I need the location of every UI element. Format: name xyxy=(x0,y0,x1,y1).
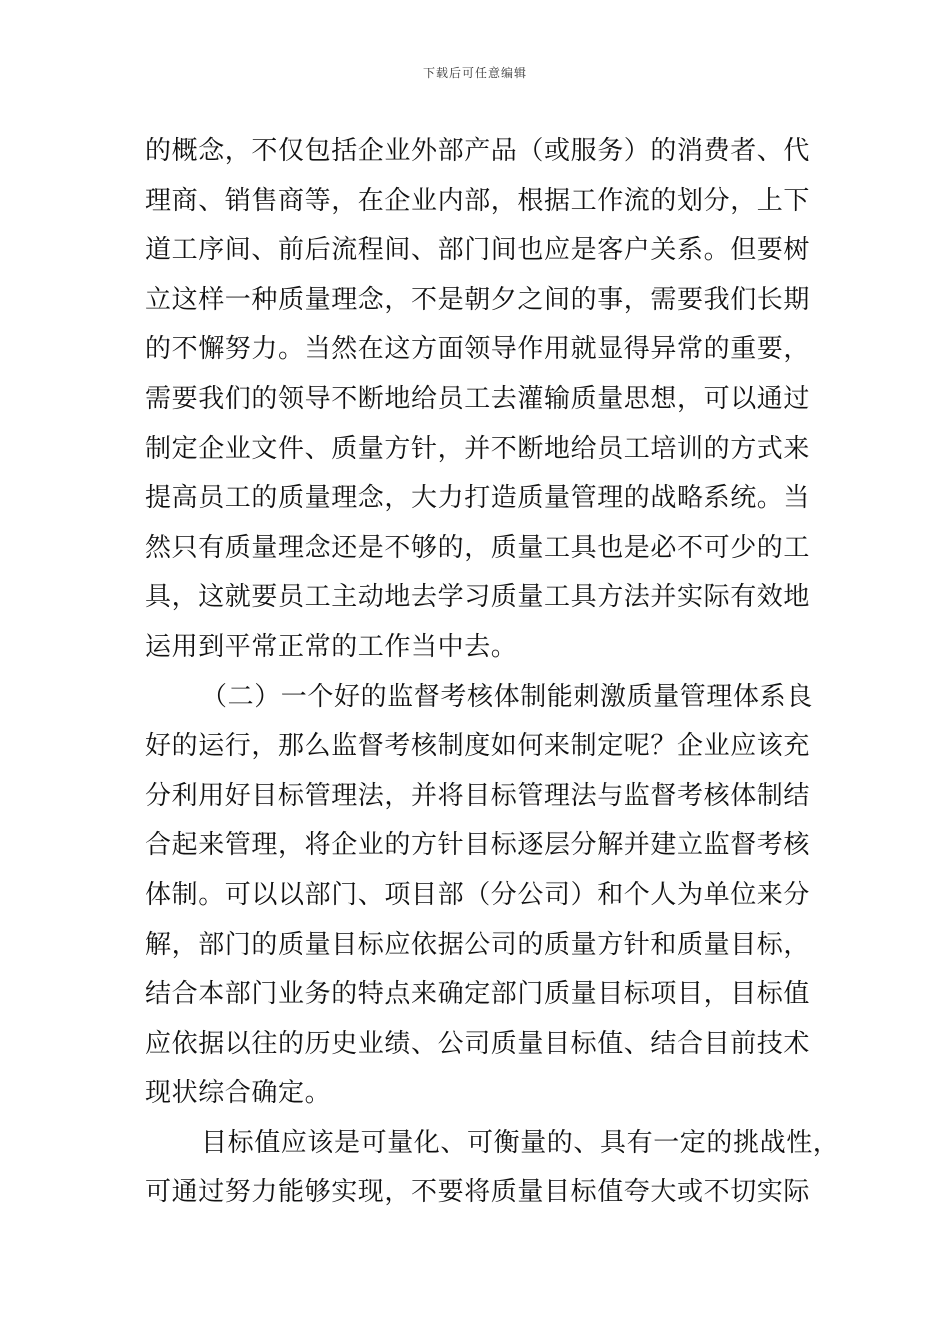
text-line: 可通过努力能够实现，不要将质量目标值夸大或不切实际 xyxy=(145,1177,811,1208)
text-line: 理商、销售商等，在企业内部，根据工作流的划分，上下 xyxy=(145,185,811,216)
text-line: 现状综合确定。 xyxy=(145,1078,332,1109)
text-line: 制定企业文件、质量方针，并不断地给员工培训的方式来 xyxy=(145,433,811,464)
text-line: 的概念，不仅包括企业外部产品（或服务）的消费者、代 xyxy=(145,136,811,166)
section-heading-line: （二）一个好的监督考核体制能刺激质量管理体系良 xyxy=(201,681,813,712)
text-line: 然只有质量理念还是不够的，质量工具也是必不可少的工 xyxy=(145,532,811,563)
text-line: 运用到平常正常的工作当中去。 xyxy=(145,631,518,662)
text-line: 道工序间、前后流程间、部门间也应是客户关系。但要树 xyxy=(145,235,811,266)
text-line: 需要我们的领导不断地给员工去灌输质量思想，可以通过 xyxy=(145,383,811,414)
text-line: 好的运行，那么监督考核制度如何来制定呢？企业应该充 xyxy=(145,731,811,762)
text-line: 合起来管理，将企业的方针目标逐层分解并建立监督考核 xyxy=(145,830,811,861)
body-text xyxy=(145,127,840,1218)
text-line: 分利用好目标管理法，并将目标管理法与监督考核体制结 xyxy=(145,780,811,811)
text-line: 立这样一种质量理念，不是朝夕之间的事，需要我们长期 xyxy=(145,284,811,315)
text-line: 的不懈努力。当然在这方面领导作用就显得异常的重要， xyxy=(145,334,811,365)
text-line: 解，部门的质量目标应依据公司的质量方针和质量目标， xyxy=(145,929,811,960)
page-header: 下载后可任意编辑 xyxy=(422,66,527,80)
text-line: 结合本部门业务的特点来确定部门质量目标项目，目标值 xyxy=(145,979,811,1010)
paragraph-start-line: 目标值应该是可量化、可衡量的、具有一定的挑战性， xyxy=(201,1127,840,1158)
text-line: 体制。可以以部门、项目部（分公司）和个人为单位来分 xyxy=(145,879,811,910)
text-line: 应依据以往的历史业绩、公司质量目标值、结合目前技术 xyxy=(145,1028,811,1059)
text-line: 具，这就要员工主动地去学习质量工具方法并实际有效地 xyxy=(145,582,811,613)
text-line: 提高员工的质量理念，大力打造质量管理的战略系统。当 xyxy=(145,483,811,514)
